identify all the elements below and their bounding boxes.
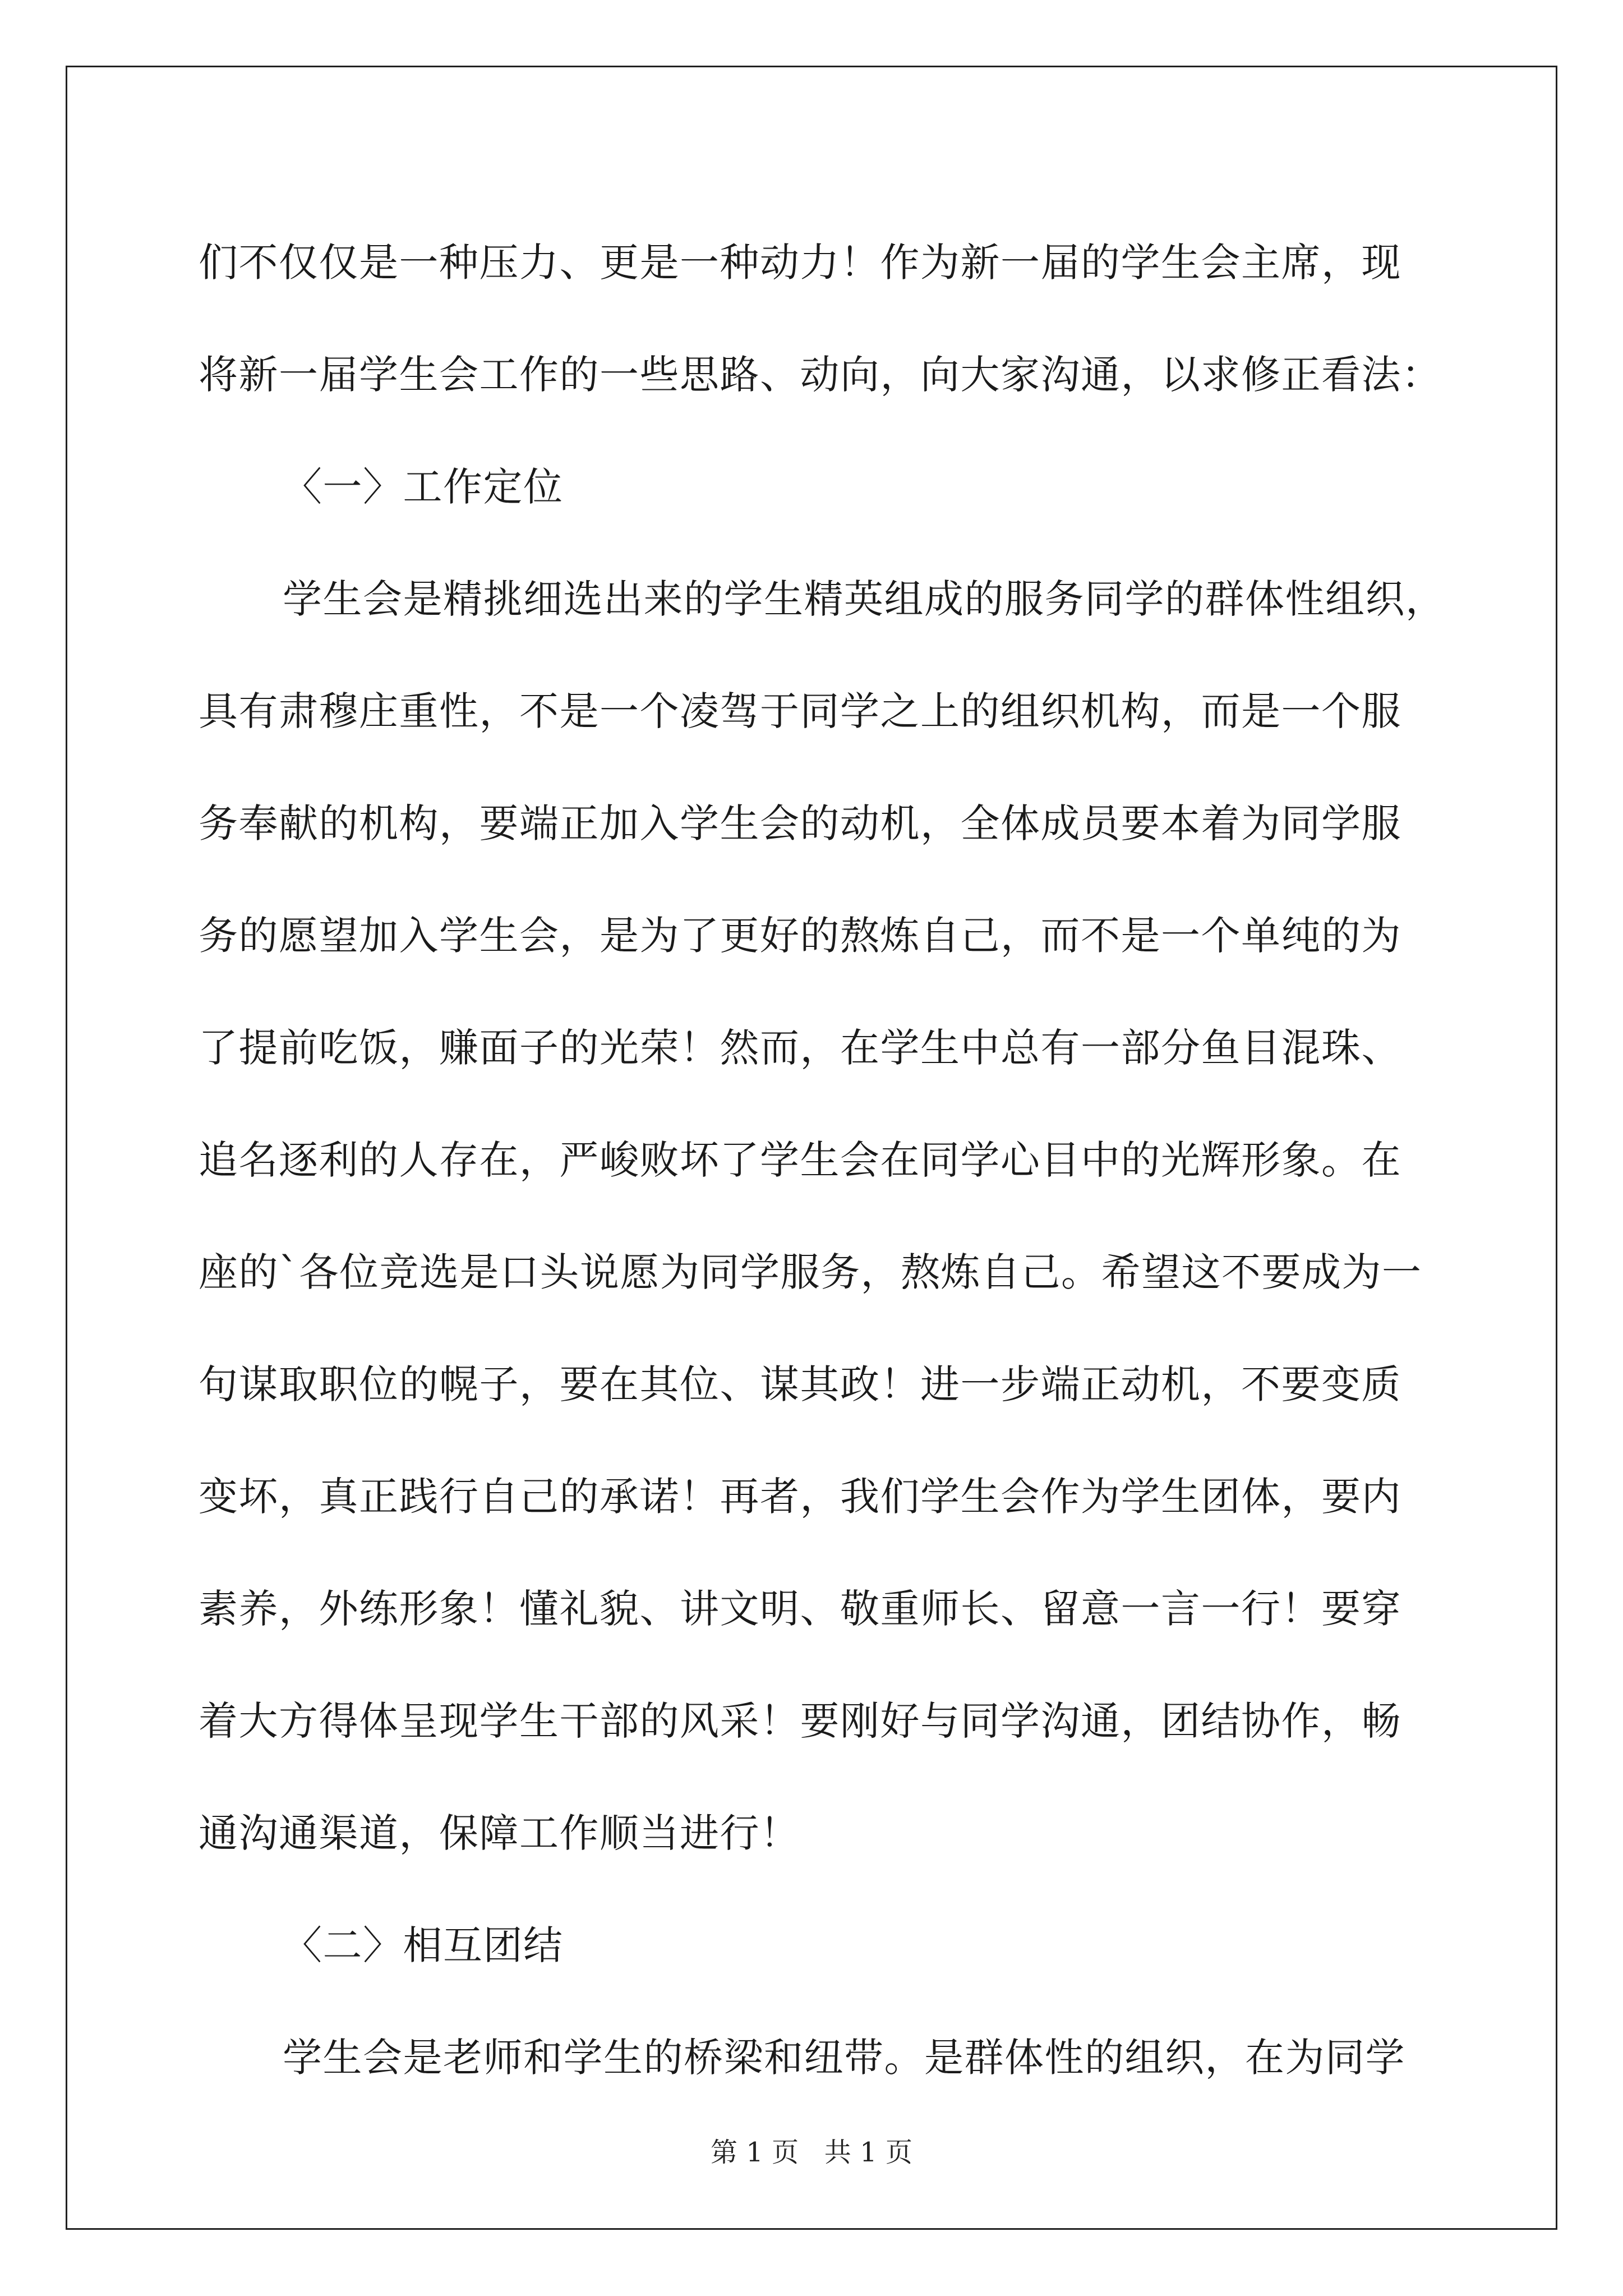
paragraph-start: 学生会是精挑细选出来的学生精英组成的服务同学的群体性组织， — [283, 576, 1446, 622]
text-line: 了提前吃饭，赚面子的光荣！然而，在学生中总有一部分鱼目混珠、 — [199, 1025, 1401, 1071]
page-total: 共 1 页 — [824, 2137, 912, 2168]
section-heading: 〈一〉工作定位 — [283, 464, 564, 510]
text-line: 将新一届学生会工作的一些思路、动向，向大家沟通，以求修正看法： — [199, 352, 1442, 398]
paragraph-start: 学生会是老师和学生的桥梁和纽带。是群体性的组织，在为同学 — [283, 2035, 1405, 2081]
text-line: 素养，外练形象！懂礼貌、讲文明、敬重师长、留意一言一行！要穿 — [199, 1586, 1401, 1632]
text-line: 务的愿望加入学生会，是为了更好的熬炼自己，而不是一个单纯的为 — [199, 913, 1401, 959]
text-line: 追名逐利的人存在，严峻败坏了学生会在同学心目中的光辉形象。在 — [199, 1137, 1401, 1183]
text-line: 座的`各位竞选是口头说愿为同学服务，熬炼自己。希望这不要成为一 — [199, 1249, 1422, 1295]
text-line: 务奉献的机构，要端正加入学生会的动机，全体成员要本着为同学服 — [199, 800, 1401, 846]
document-body — [199, 206, 1446, 2114]
text-line: 们不仅仅是一种压力、更是一种动力！作为新一届的学生会主席，现 — [199, 240, 1401, 286]
page-number: 第 1 页 — [711, 2137, 799, 2168]
text-line: 通沟通渠道，保障工作顺当进行！ — [199, 1810, 800, 1856]
page-footer — [0, 2131, 1623, 2169]
text-line: 着大方得体呈现学生干部的风采！要刚好与同学沟通，团结协作，畅 — [199, 1698, 1401, 1744]
text-line: 变坏，真正践行自己的承诺！再者，我们学生会作为学生团体，要内 — [199, 1474, 1401, 1520]
text-line: 句谋取职位的幌子，要在其位、谋其政！进一步端正动机，不要变质 — [199, 1361, 1401, 1407]
section-heading: 〈二〉相互团结 — [283, 1922, 564, 1968]
text-line: 具有肃穆庄重性，不是一个凌驾于同学之上的组织机构，而是一个服 — [199, 688, 1401, 734]
